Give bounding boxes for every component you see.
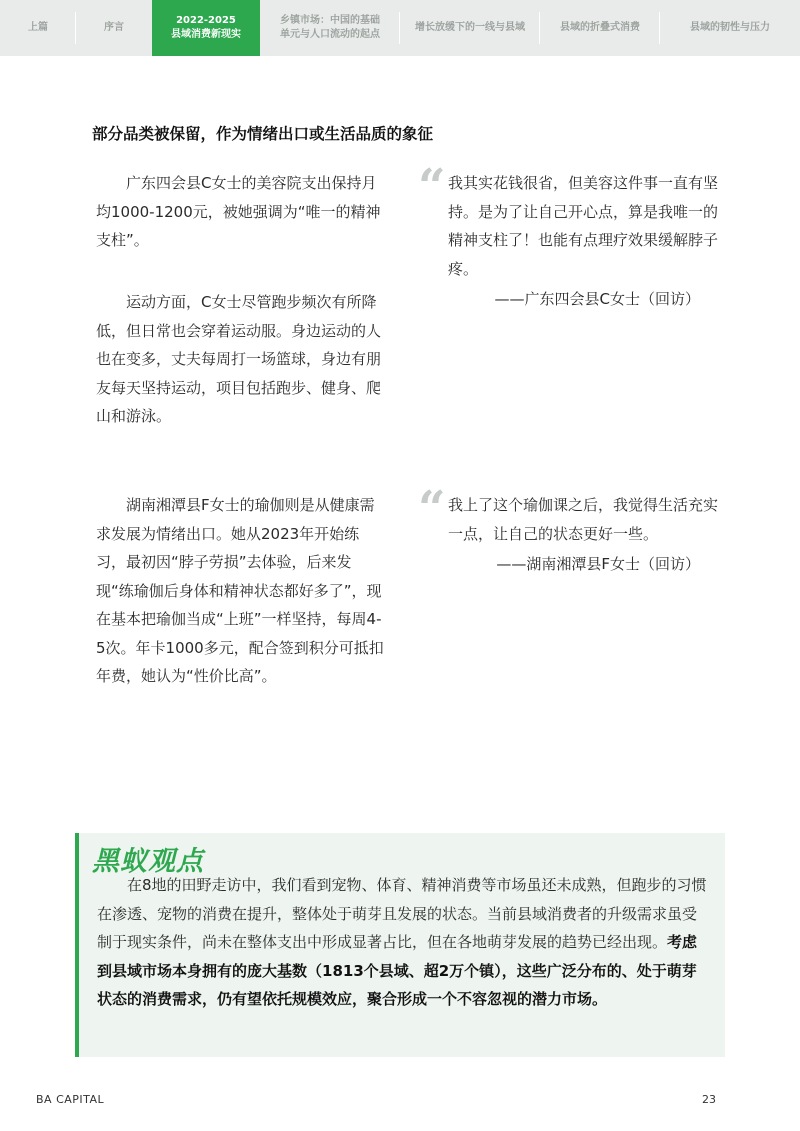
viewpoint-accent-bar <box>75 833 79 1057</box>
tab-county-consumption-reality[interactable] <box>152 0 260 56</box>
page-number: 23 <box>702 1093 716 1106</box>
tab-label: 序言 <box>104 22 124 33</box>
quote-block-f <box>418 481 719 579</box>
quote-attribution: ——湖南湘潭县F女士（回访） <box>496 555 700 573</box>
tab-label: 2022-2025 县域消费新现实 <box>171 15 241 40</box>
tab-resilience-and-pressure[interactable] <box>660 0 800 56</box>
paragraph-c-sports: 运动方面，C女士尽管跑步频次有所降低，但日常也会穿着运动服。身边运动的人也在变多，丈夫每周打一场篮球，身边有朋友每天坚持运动，项目包括跑步、健身、爬山和游泳。 <box>96 293 382 425</box>
quote-mark-icon: “ <box>418 481 446 537</box>
tab-preface[interactable] <box>76 0 152 56</box>
quote-block-c <box>418 159 719 314</box>
tab-part-one[interactable] <box>0 0 76 56</box>
section-heading: 部分品类被保留，作为情绪出口或生活品质的象征 <box>92 125 434 143</box>
viewpoint-title: 黑蚁观点 <box>92 846 204 877</box>
tab-label: 上篇 <box>28 22 48 33</box>
tab-township-market[interactable] <box>260 0 400 56</box>
paragraph-c-beauty: 广东四会县C女士的美容院支出保持月均1000-1200元，被她强调为“唯一的精神支柱”。 <box>96 174 381 249</box>
tab-label: 乡镇市场：中国的基础 单元与人口流动的起点 <box>280 15 380 40</box>
footer-brand: BA CAPITAL <box>36 1093 105 1106</box>
quote-attribution: ——广东四会县C女士（回访） <box>494 290 700 308</box>
paragraph-f-yoga: 湖南湘潭县F女士的瑜伽则是从健康需求发展为情绪出口。她从2023年开始练习，最初因“脖子劳损”去体验，后来发现“练瑜伽后身体和精神状态都好多了”，现在基本把瑜伽当成“上班”一样坚持，每周4-5次。年卡1000多元，配合签到积分可抵扣年费，她认为“性价比高”。 <box>96 496 384 685</box>
viewpoint-body <box>97 871 709 1014</box>
quote-text: 我其实花钱很省，但美容这件事一直有坚持。是为了让自己开心点，算是我唯一的精神支柱了！也能有点理疗效果缓解脖子疼。 <box>448 174 719 278</box>
tab-label: 县域的折叠式消费 <box>560 22 640 33</box>
viewpoint-text-bold: 考虑到县域市场本身拥有的庞大基数（1813个县域、超2万个镇），这些广泛分布的、处于萌芽状态的消费需求，仍有望依托规模效应，聚合形成一个不容忽视的潜力市场。 <box>97 933 698 1008</box>
viewpoint-text: 在8地的田野走访中，我们看到宠物、体育、精神消费等市场虽还未成熟，但跑步的习惯在渗透、宠物的消费在提升，整体处于萌芽且发展的状态。当前县域消费者的升级需求虽受制于现实条件，尚未在整体支出中形成显著占比，但在各地萌芽发展的趋势已经出现。 <box>97 876 707 951</box>
tab-label: 增长放缓下的一线与县域 <box>415 22 525 33</box>
quote-text: 我上了这个瑜伽课之后，我觉得生活充实一点，让自己的状态更好一些。 <box>448 496 719 543</box>
top-navigation <box>0 0 800 56</box>
quote-mark-icon: “ <box>418 159 446 215</box>
tab-tier-one-and-county[interactable] <box>400 0 540 56</box>
tab-folded-consumption[interactable] <box>540 0 660 56</box>
viewpoint-box <box>75 833 725 1057</box>
tab-label: 县域的韧性与压力 <box>690 22 770 33</box>
